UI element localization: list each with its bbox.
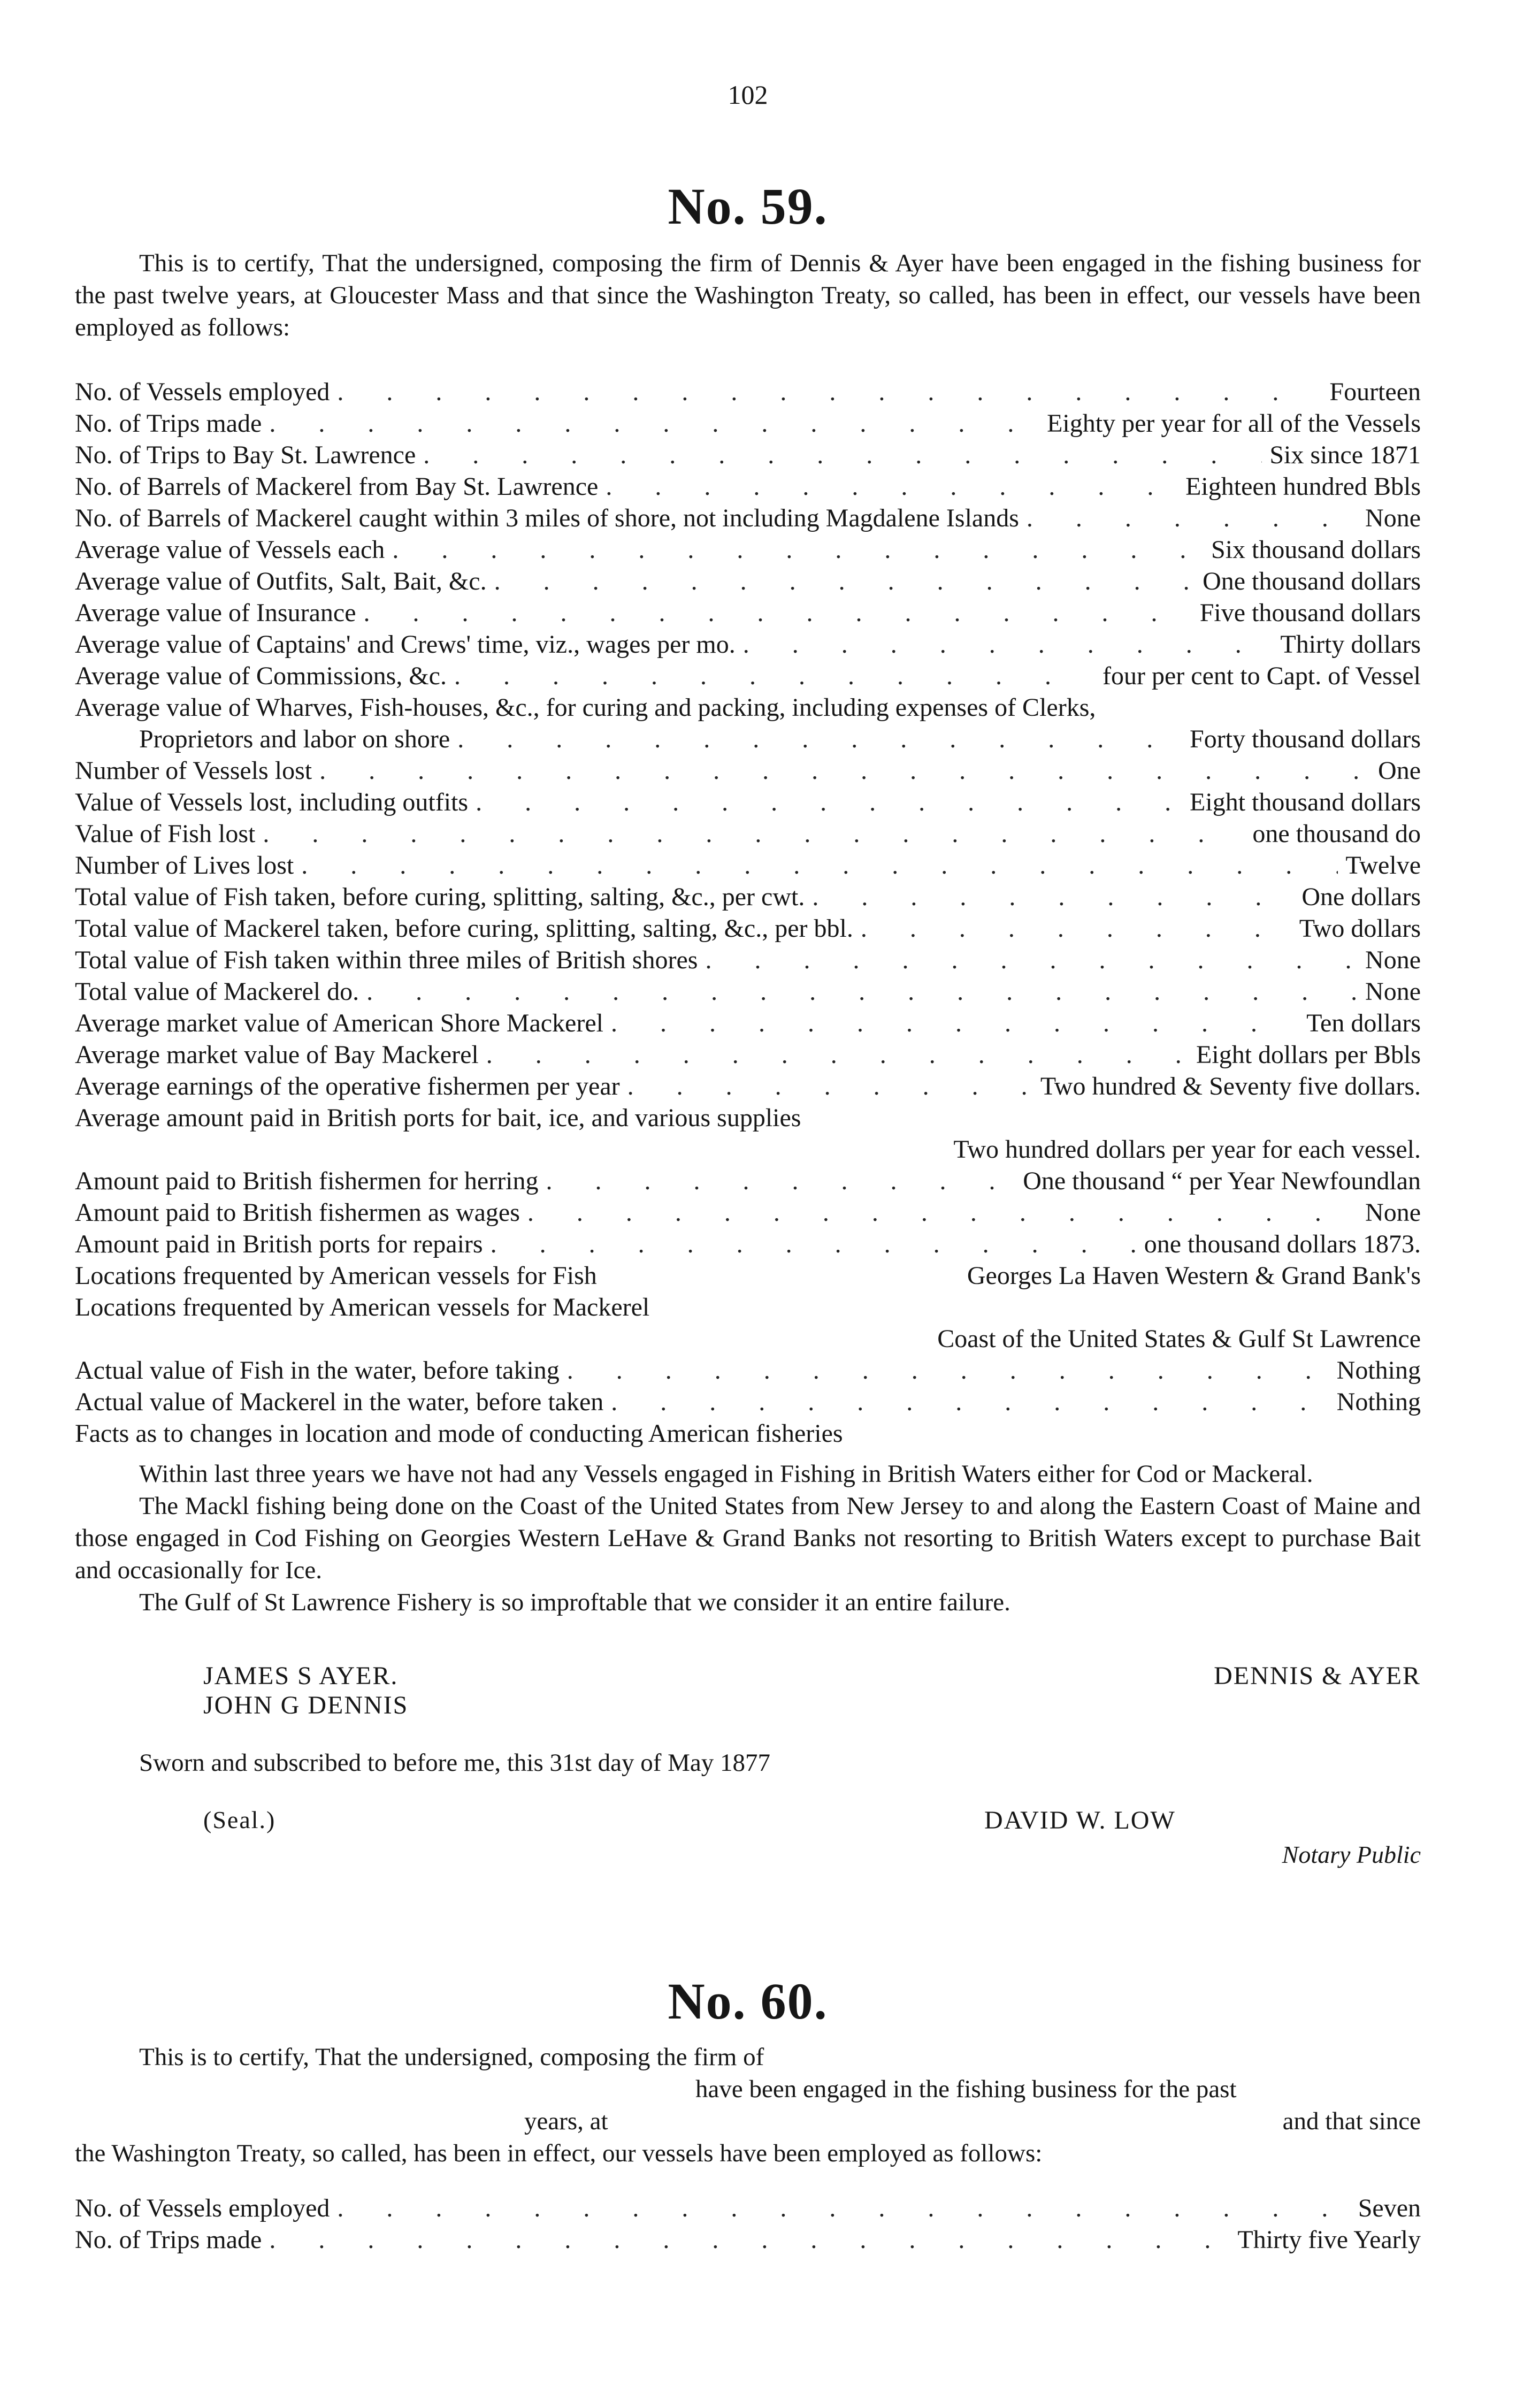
row-label: Total value of Mackerel do.: [75, 977, 359, 1006]
dot-leader: [263, 819, 1245, 848]
row-value: Two hundred dollars per year for each vessel.: [953, 1135, 1421, 1164]
facts-paragraphs-59: [75, 1458, 1421, 1618]
row-value: Eight dollars per Bbls: [1196, 1041, 1421, 1069]
row-value: Two dollars: [1299, 914, 1421, 943]
intro-line-3b: and that since: [1282, 2107, 1421, 2135]
certification-intro-59: [75, 247, 1421, 343]
row-label: Average amount paid in British ports for bait, ice, and various supplies: [75, 1104, 801, 1132]
row-value: One dollars: [1301, 883, 1421, 911]
row-label: Value of Fish lost: [75, 820, 256, 848]
list-row: [75, 1261, 1421, 1293]
dot-leader: [366, 977, 1358, 1006]
row-value: Eighteen hundred Bbls: [1185, 472, 1421, 501]
dot-leader: [606, 472, 1178, 501]
list-row: [75, 1008, 1421, 1040]
row-value: Six thousand dollars: [1211, 536, 1421, 564]
row-value: Ten dollars: [1306, 1009, 1421, 1037]
firm-signature: DENNIS & AYER: [1214, 1662, 1421, 1690]
list-row: [75, 1103, 1421, 1135]
row-value: one thousand dollars 1873.: [1144, 1230, 1421, 1258]
row-label: No. of Trips to Bay St. Lawrence: [75, 441, 416, 469]
row-label: Average market value of Bay Mackerel: [75, 1041, 479, 1069]
dot-leader: [457, 724, 1182, 754]
row-value: Five thousand dollars: [1199, 599, 1421, 627]
intro-line-3a: years, at: [524, 2107, 608, 2135]
witness-signature-2: JOHN G DENNIS: [203, 1691, 409, 1719]
witness-signature-1: JAMES S AYER.: [203, 1662, 399, 1690]
row-value: Georges La Haven Western & Grand Bank's: [967, 1262, 1421, 1290]
dot-leader: [743, 630, 1273, 659]
row-label: Number of Vessels lost: [75, 756, 312, 785]
row-value: Two hundred & Seventy five dollars.: [1040, 1072, 1421, 1100]
row-value: Fourteen: [1329, 378, 1421, 406]
row-label: Amount paid to British fishermen for herring: [75, 1167, 539, 1195]
list-row: [75, 724, 1421, 756]
row-label: Value of Vessels lost, including outfits: [75, 788, 469, 816]
dot-leader: [392, 535, 1204, 564]
list-row: [75, 693, 1421, 724]
row-label: Average earnings of the operative fishermen per year: [75, 1072, 620, 1100]
list-row: [75, 1166, 1421, 1198]
row-value: None: [1365, 977, 1421, 1006]
dot-leader: [364, 598, 1192, 628]
list-row: [75, 945, 1421, 977]
list-row: [75, 377, 1421, 409]
list-row: [75, 914, 1421, 945]
intro-line-2: have been engaged in the fishing business for the past: [695, 2075, 1237, 2103]
list-row: [75, 756, 1421, 788]
list-row: [75, 440, 1421, 472]
list-row: [75, 503, 1421, 535]
list-row: [75, 567, 1421, 598]
dot-leader: [611, 1387, 1329, 1417]
list-row: [75, 2225, 1421, 2257]
row-label: Total value of Fish taken, before curing, splitting, salting, &c., per cwt.: [75, 883, 805, 911]
dot-leader: [546, 1166, 1016, 1196]
dot-leader: [269, 409, 1039, 438]
row-label: Actual value of Mackerel in the water, before taken: [75, 1388, 604, 1416]
row-label: Facts as to changes in location and mode of conducting American fisheries: [75, 1419, 843, 1448]
dot-leader: [705, 945, 1358, 975]
list-row: [75, 1135, 1421, 1166]
row-label: Average market value of American Shore Mackerel: [75, 1009, 603, 1037]
row-label: Number of Lives lost: [75, 851, 294, 880]
heading-no-60: No. 60.: [668, 1973, 828, 2030]
row-value: Twelve: [1345, 851, 1421, 880]
row-label: No. of Barrels of Mackerel from Bay St. Lawrence: [75, 472, 599, 501]
dot-leader: [319, 756, 1370, 785]
list-row: [75, 1229, 1421, 1261]
list-row: [75, 882, 1421, 914]
dot-leader: [812, 882, 1294, 912]
list-row: [75, 535, 1421, 567]
list-row: [75, 472, 1421, 503]
dot-leader: [301, 851, 1338, 880]
list-row: [75, 1387, 1421, 1419]
statistics-list-59: [75, 377, 1421, 1450]
row-value: Nothing: [1336, 1356, 1421, 1385]
row-label: Total value of Mackerel taken, before curing, splitting, salting, &c., per bbl.: [75, 914, 853, 943]
row-value: One: [1378, 756, 1421, 785]
dot-leader: [611, 1008, 1299, 1038]
dot-leader: [494, 567, 1195, 596]
dot-leader: [861, 914, 1292, 943]
notary-name: DAVID W. LOW: [984, 1806, 1176, 1834]
list-row: [75, 1356, 1421, 1387]
list-row: [75, 819, 1421, 851]
row-value: None: [1365, 946, 1421, 974]
list-row: [75, 1324, 1421, 1356]
row-label: Average value of Insurance: [75, 599, 356, 627]
heading-no-59: No. 59.: [668, 178, 828, 235]
list-row: [75, 1293, 1421, 1324]
list-row: [75, 661, 1421, 693]
document-page: [75, 0, 1421, 2408]
list-row: [75, 2193, 1421, 2225]
dot-leader: [486, 1040, 1189, 1069]
list-row: [75, 1198, 1421, 1229]
dot-leader: [337, 377, 1322, 407]
row-label: Locations frequented by American vessels for Fish: [75, 1262, 597, 1290]
row-label: No. of Trips made: [75, 409, 262, 438]
row-label: Proprietors and labor on shore: [139, 725, 450, 753]
fact-paragraph: Within last three years we have not had any Vessels engaged in Fishing in British Waters either for Cod or Mackeral.: [139, 1460, 1313, 1488]
list-row: [75, 1419, 1421, 1450]
list-row: [75, 1040, 1421, 1072]
list-row: [75, 630, 1421, 661]
row-value: Thirty dollars: [1280, 630, 1421, 659]
row-value: Eight thousand dollars: [1190, 788, 1421, 816]
intro-line-4: the Washington Treaty, so called, has been in effect, our vessels have been employed as follows:: [75, 2139, 1043, 2167]
list-row: [75, 851, 1421, 882]
row-label: Average value of Captains' and Crews' time, viz., wages per mo.: [75, 630, 736, 659]
row-value: None: [1365, 504, 1421, 532]
fact-paragraph: The Gulf of St Lawrence Fishery is so improftable that we consider it an entire failure.: [139, 1588, 1010, 1616]
list-row: [75, 788, 1421, 819]
dot-leader: [567, 1356, 1329, 1385]
certification-intro-60: [75, 2041, 1421, 2169]
row-value: None: [1365, 1198, 1421, 1227]
row-label: Amount paid to British fishermen as wages: [75, 1198, 520, 1227]
row-label: Average value of Vessels each: [75, 536, 385, 564]
fact-paragraph: The Mackl fishing being done on the Coast of the United States from New Jersey to and along the Eastern Coast of Maine and those engaged in Cod Fishing on Georgies Western LeHave & Grand Banks not resorting to British Waters except to purchase Bait and occasionally for Ice.: [75, 1492, 1421, 1584]
row-value: Six since 1871: [1269, 441, 1421, 469]
row-value: One thousand “ per Year Newfoundlan: [1023, 1167, 1421, 1195]
row-label: No. of Vessels employed: [75, 378, 330, 406]
dot-leader: [454, 661, 1095, 691]
list-row: [75, 409, 1421, 440]
intro-line-1: This is to certify, That the undersigned, composing the firm of: [139, 2043, 764, 2071]
intro-line-3: [75, 2105, 1421, 2137]
row-value: Thirty five Yearly: [1237, 2226, 1421, 2254]
dot-leader: [337, 2193, 1350, 2223]
page-number: 102: [728, 80, 768, 110]
dot-leader: [269, 2225, 1230, 2254]
row-value: One thousand dollars: [1203, 567, 1421, 595]
row-label: No. of Trips made: [75, 2226, 262, 2254]
row-label: No. of Vessels employed: [75, 2194, 330, 2222]
statistics-list-60: [75, 2193, 1421, 2257]
row-label: Actual value of Fish in the water, before taking: [75, 1356, 560, 1385]
dot-leader: [491, 1229, 1137, 1259]
row-value: Coast of the United States & Gulf St Lawrence: [937, 1325, 1421, 1353]
dot-leader: [1027, 503, 1358, 533]
dot-leader: [527, 1198, 1358, 1227]
row-label: Amount paid in British ports for repairs: [75, 1230, 483, 1258]
row-label: Total value of Fish taken within three miles of British shores: [75, 946, 698, 974]
row-value: Forty thousand dollars: [1190, 725, 1421, 753]
list-row: [75, 1072, 1421, 1103]
seal-mark: (Seal.): [203, 1806, 276, 1833]
dot-leader: [423, 440, 1262, 470]
row-label: Average value of Wharves, Fish-houses, &c., for curing and packing, including expenses of Clerks,: [75, 693, 1096, 722]
row-label: Average value of Outfits, Salt, Bait, &c.: [75, 567, 487, 595]
sworn-statement: [75, 1747, 1421, 1779]
row-value: Nothing: [1336, 1388, 1421, 1416]
sworn-text: Sworn and subscribed to before me, this 31st day of May 1877: [139, 1749, 771, 1777]
dot-leader: [627, 1072, 1033, 1101]
row-value: one thousand do: [1252, 820, 1421, 848]
row-value: Eighty per year for all of the Vessels: [1047, 409, 1421, 438]
row-value: four per cent to Capt. of Vessel: [1102, 662, 1421, 690]
row-label: Locations frequented by American vessels for Mackerel: [75, 1293, 650, 1321]
row-value: Seven: [1358, 2194, 1421, 2222]
intro-text-59: This is to certify, That the undersigned, composing the firm of Dennis & Ayer have been engaged in the fishing business for the past twelve years, at Gloucester Mass and that since the Washington Treaty, so called, has been in effect, our vessels have been employed as follows:: [75, 249, 1421, 341]
notary-title: Notary Public: [1282, 1841, 1421, 1868]
row-label: No. of Barrels of Mackerel caught within 3 miles of shore, not including Magdalene Islands: [75, 504, 1019, 532]
list-row: [75, 977, 1421, 1008]
dot-leader: [476, 788, 1182, 817]
row-label: Average value of Commissions, &c.: [75, 662, 447, 690]
list-row: [75, 598, 1421, 630]
